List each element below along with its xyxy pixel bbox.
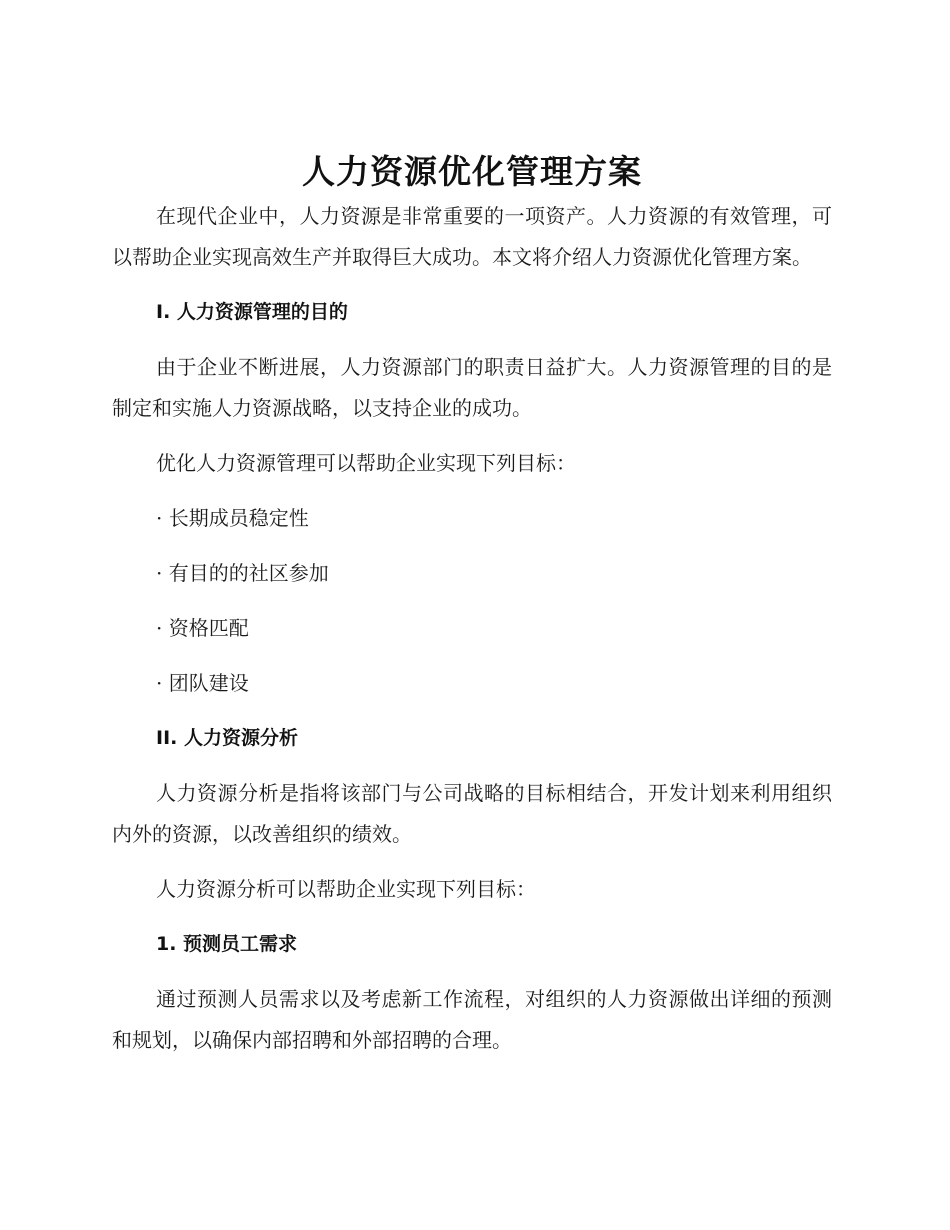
purpose-paragraph: 由于企业不断进展，人力资源部门的职责日益扩大。人力资源管理的目的是制定和实施人力资源战略，以支持企业的成功。 — [112, 355, 832, 420]
list-item: · 团队建设 — [156, 671, 249, 695]
list-item: · 长期成员稳定性 — [156, 506, 309, 530]
list-item: · 有目的的社区参加 — [156, 561, 329, 585]
analysis-goals-intro: 人力资源分析可以帮助企业实现下列目标： — [156, 877, 536, 901]
document-page — [112, 150, 832, 1061]
forecast-paragraph: 通过预测人员需求以及考虑新工作流程，对组织的人力资源做出详细的预测和规划，以确保内部招聘和外部招聘的合理。 — [112, 987, 832, 1052]
analysis-paragraph: 人力资源分析是指将该部门与公司战略的目标相结合，开发计划来利用组织内外的资源，以改善组织的绩效。 — [112, 781, 832, 846]
purpose-goals-intro: 优化人力资源管理可以帮助企业实现下列目标： — [156, 451, 576, 475]
section-heading-analysis: II. 人力资源分析 — [156, 727, 298, 749]
section-heading-purpose: I. 人力资源管理的目的 — [156, 301, 348, 323]
goals-list — [112, 498, 832, 704]
subsection-heading-forecast: 1. 预测员工需求 — [156, 933, 298, 955]
document-title: 人力资源优化管理方案 — [302, 152, 642, 191]
intro-paragraph: 在现代企业中，人力资源是非常重要的一项资产。人力资源的有效管理，可以帮助企业实现高效生产并取得巨大成功。本文将介绍人力资源优化管理方案。 — [112, 204, 832, 269]
list-item: · 资格匹配 — [156, 616, 249, 640]
